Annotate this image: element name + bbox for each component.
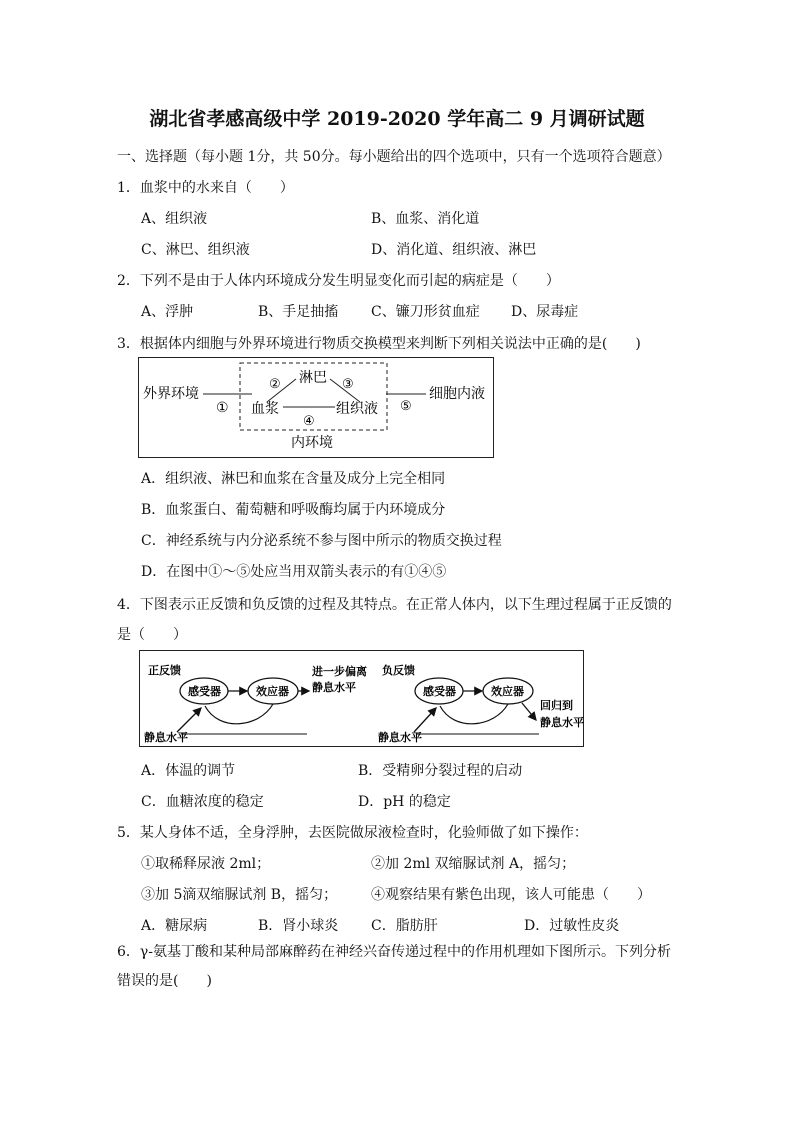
marker-5: ⑤ [400, 399, 412, 414]
question-5-option-c: C．脂肪肝 [371, 918, 438, 934]
rest-label-negative: 静息水平 [378, 731, 422, 744]
exchange-model-diagram [138, 357, 494, 458]
return-label-1: 回归到 [540, 699, 573, 712]
question-5-option-d: D．过敏性皮炎 [524, 918, 620, 934]
question-2-option-b: B、手足抽搐 [258, 304, 339, 320]
question-1-stem: 1．血浆中的水来自（ ） [117, 180, 294, 196]
question-4-option-b: B．受精卵分裂过程的启动 [358, 763, 523, 779]
question-1-option-d: D、消化道、组织液、淋巴 [371, 242, 537, 258]
tissue-fluid-label: 组织液 [336, 401, 378, 417]
internal-environment-label: 内环境 [291, 435, 333, 451]
question-5-step-4: ④观察结果有紫色出现，该人可能患（ ） [371, 887, 651, 903]
question-4-option-c: C．血糖浓度的稳定 [141, 794, 264, 810]
question-4-option-a: A．体温的调节 [141, 763, 236, 779]
marker-3: ③ [342, 377, 354, 392]
feedback-loop-positive [205, 704, 273, 724]
question-3-stem: 3．根据体内细胞与外界环境进行物质交换模型来判断下列相关说法中正确的是( ) [117, 336, 641, 352]
plasma-label: 血浆 [251, 401, 279, 417]
question-2-stem: 2．下列不是由于人体内环境成分发生明显变化而引起的病症是（ ） [117, 273, 560, 289]
question-5-step-1: ①取稀释尿液 2ml； [141, 856, 271, 872]
receptor-label-positive: 感受器 [188, 685, 221, 698]
question-4-stem-line-2: 是（ ） [117, 627, 187, 643]
marker-4: ④ [303, 414, 315, 429]
feedback-diagram [139, 650, 584, 747]
effector-label-negative: 效应器 [491, 685, 524, 698]
question-4-stem-line-1: 4．下图表示正反馈和负反馈的过程及其特点。在正常人体内，以下生理过程属于正反馈的 [117, 597, 672, 613]
outside-environment-label: 外界环境 [143, 386, 199, 402]
question-1-option-b: B、血浆、消化道 [371, 211, 480, 227]
question-5-step-3: ③加 5滴双缩脲试剂 B，摇匀； [141, 887, 338, 903]
effector-label-positive: 效应器 [256, 685, 289, 698]
question-3-option-c: C．神经系统与内分泌系统不参与图中所示的物质交换过程 [141, 533, 502, 549]
question-5-stem: 5．某人身体不适，全身浮肿，去医院做尿液检查时，化验师做了如下操作： [117, 825, 588, 841]
question-2-option-a: A、浮肿 [141, 304, 194, 320]
question-5-option-b: B．肾小球炎 [258, 918, 339, 934]
marker-2: ② [269, 377, 281, 392]
question-3-option-d: D．在图中①～⑤处应当用双箭头表示的有①④⑤ [141, 564, 447, 580]
positive-feedback-title: 正反馈 [148, 664, 181, 677]
lymph-label: 淋巴 [299, 370, 327, 386]
further-deviation-label-1: 进一步偏离 [312, 665, 367, 678]
marker-1: ① [216, 400, 229, 416]
page-title: 湖北省孝感高级中学 2019-2020 学年高二 9 月调研试题 [149, 108, 645, 130]
rest-label-positive: 静息水平 [144, 731, 188, 744]
section-heading: 一、选择题（每小题 1分，共 50分。每小题给出的四个选项中，只有一个选项符合题意） [117, 149, 671, 165]
question-4-option-d: D．pH 的稳定 [358, 794, 451, 810]
question-5-option-a: A．糖尿病 [141, 918, 208, 934]
arrow-rest-to-receptor-positive [177, 708, 201, 732]
cell-fluid-label: 细胞内液 [429, 386, 485, 402]
question-2-option-d: D、尿毒症 [511, 304, 579, 320]
question-6-stem-line-1: 6．γ-氨基丁酸和某种局部麻醉药在神经兴奋传递过程中的作用机理如下图所示。下列分析 [117, 944, 672, 960]
feedback-loop-negative [440, 704, 508, 724]
arrow-rest-to-receptor-negative [414, 708, 436, 732]
question-1-option-c: C、淋巴、组织液 [141, 242, 250, 258]
question-3-option-a: A．组织液、淋巴和血浆在含量及成分上完全相同 [141, 471, 446, 487]
receptor-label-negative: 感受器 [423, 685, 456, 698]
return-label-2: 静息水平 [540, 716, 584, 729]
question-3-option-b: B．血浆蛋白、葡萄糖和呼吸酶均属于内环境成分 [141, 502, 446, 518]
arrow-to-return [522, 703, 536, 720]
negative-feedback-title: 负反馈 [382, 664, 415, 677]
question-5-step-2: ②加 2ml 双缩脲试剂 A，摇匀； [371, 856, 576, 872]
question-2-option-c: C、镰刀形贫血症 [371, 304, 480, 320]
question-1-option-a: A、组织液 [141, 211, 208, 227]
further-deviation-label-2: 静息水平 [312, 681, 356, 694]
question-6-stem-line-2: 错误的是( ) [117, 973, 212, 989]
